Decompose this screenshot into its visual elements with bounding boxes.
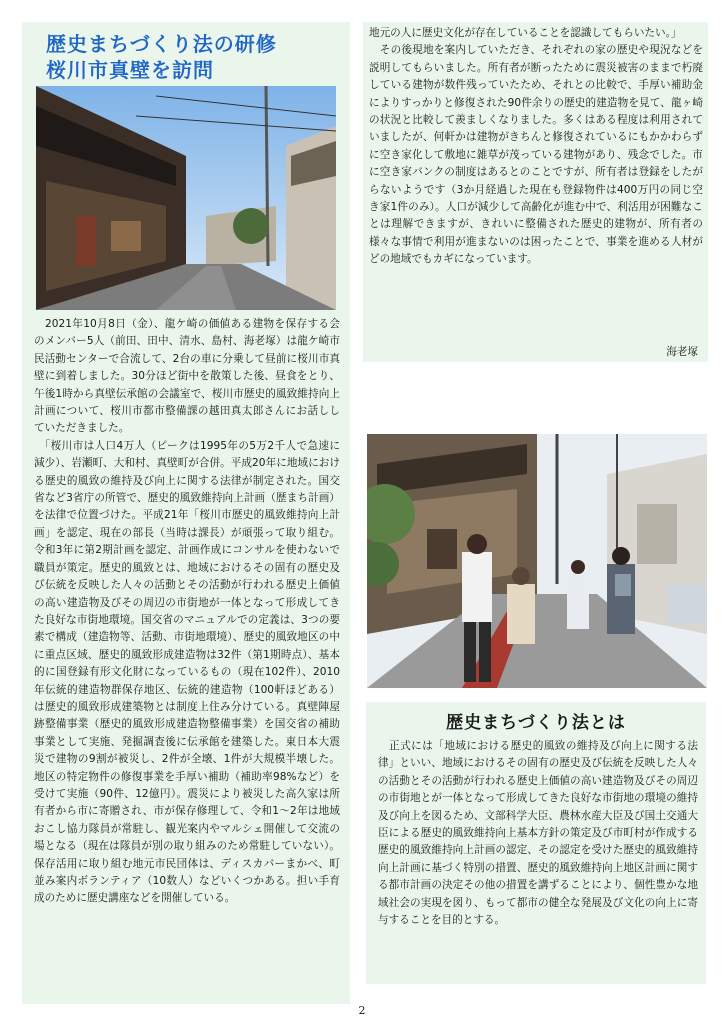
article-title-line2: 桜川市真壁を訪問 <box>46 58 214 82</box>
street-photo-makabe <box>36 86 336 310</box>
article-body-left: 2021年10月8日（金）、龍ケ崎の価値ある建物を保存する会のメンバー5人（前田、田中、清水、島村、海老塚）は龍ケ崎市民活動センターで合流して、2台の車に分乗して昼前に桜川市真壁に到着しました。30分ほど街中を散策した後、昼食をとり、午後1時から真壁伝承館の会議室で、桜川市歴史的風致維持向上計画について、桜川市都市整備課の越田真太郎さんにお話ししていただきました。 「桜川市は人口4万人（ピークは1995年の5万2千人で急速に減少）、岩瀬町、大和村、真壁町が合併。平成20年に地域における歴史的風致の維持及び向上に関する法律が制定された。国交省など3省庁の所管で、歴史的風致維持向上計画（歴まち計画）を法律で位置づけた。平成21年「桜川市歴史的風致維持向上計画」を認定、現在の部長（当時は課長）が頑張って取り組む。令和3年に第2期計画を認定、計画作成にコンサルを使わないで職員が策定。歴史的風致とは、地域におけるその固有の歴史及び伝統を反映した人々の活動とその活動が行われる歴史上価値の高い建造物及びその周辺の市街地が一体となって形成してきた良好な市街地環境。国交省のマニュアルでの定義は、3つの要素で構成（建造物等、活動、市街地環境）、歴史的風致地区の中に重点区域、歴史的風致形成建造物は32件（第1期時点）、基本的に国登録有形文化財になっているもの（現在102件）、2010年伝統的建造物群保存地区、伝統的建造物（100軒ほどある）は歴史的風致形成建築物とは制度上住み分けている。真壁陣屋跡整備事業（歴史的風致形成建造物整備事業）を国交省の補助事業として実施、発掘調査後に伝承館を建築した。東日本大震災で建物の9割が被災し、2件が全壊、1件が大規模半壊した。地区の特定物件の修復事業を手厚い補助（補助率98%など）を受けて実施（90件、12億円）。震災により被災した高久家は所有者から市に寄贈され、市が保存修理して、令和1～2年は地域おこし協力隊員が常駐し、観光案内やマルシェ開催して交流の場となる（現在は隊員が別の取り組みのため常駐していない）。保存活用に取り組む地元市民団体は、ディスカバーまかべ、町並み案内ボランティア（10数人）などいくつかある。担い手育成のために歴史講座などを開催している。 <box>34 318 340 905</box>
page-number: 2 <box>358 1004 366 1017</box>
article-title-line1: 歴史まちづくり法の研修 <box>46 32 277 56</box>
definition-heading: 歴史まちづくり法とは <box>446 713 626 733</box>
definition-box <box>366 702 706 984</box>
definition-text: 正式には「地域における歴史的風致の維持及び向上に関する法律」といい、地域におけるその固有の歴史及び伝統を反映した人々の活動とその活動が行われる歴史上価値の高い建造物及びその周辺の市街地とが一体となって形成してきた良好な市街地の環境の維持及び向上を図るため、文部科学大臣、農林水産大臣及び国土交通大臣による歴史的風致維持向上基本方針の策定及び市町村が作成する歴史的風致維持向上計画の認定、その認定を受けた歴史的風致維持向上計画に基づく特別の措置、歴史的風致維持向上地区計画に関する都市計画の決定その他の措置を講ずることにより、個性豊かな地域社会の実現を図り、もって都市の健全な発展及び文化の向上に寄与することを目的とする。 <box>378 740 698 927</box>
article-body-right: 地元の人に歴史文化が存在していることを認識してもらいたい。」 その後現地を案内していただき、それぞれの家の歴史や現況などを説明してもらいました。所有者が断ったために震災被害のままで朽廃している建物が数件残っていたため、それとの比較で、手厚い補助金によりすっかりと修復された90件余りの歴史的建造物を見て、龍ヶ崎の状況と比較して羨ましくなりました。多くはある程度は利用されていましたが、何軒かは建物がきちんと修復されているにもかかわらずに空き家化して敷地に雑草が茂っている建物があり、残念でした。市に空き家バンクの制度はあるとのことですが、所有者は登録をしたがらないようです（3か月経過した現在も登録物件は400万円の同じ空き家1件のみ）。人口が減少して高齢化が進む中で、利活用が困難なことは理解できますが、きれいに整備された歴史的建物が、所有者の様々な事情で利用が進まないのは困ったことで、事業を進める人材がどの地域でもカギになっています。 <box>369 27 703 266</box>
group-walking-photo <box>367 434 707 688</box>
author-signature: 海老塚 <box>666 346 698 358</box>
article-right-panel <box>363 22 708 362</box>
article-left-panel <box>22 22 350 1004</box>
